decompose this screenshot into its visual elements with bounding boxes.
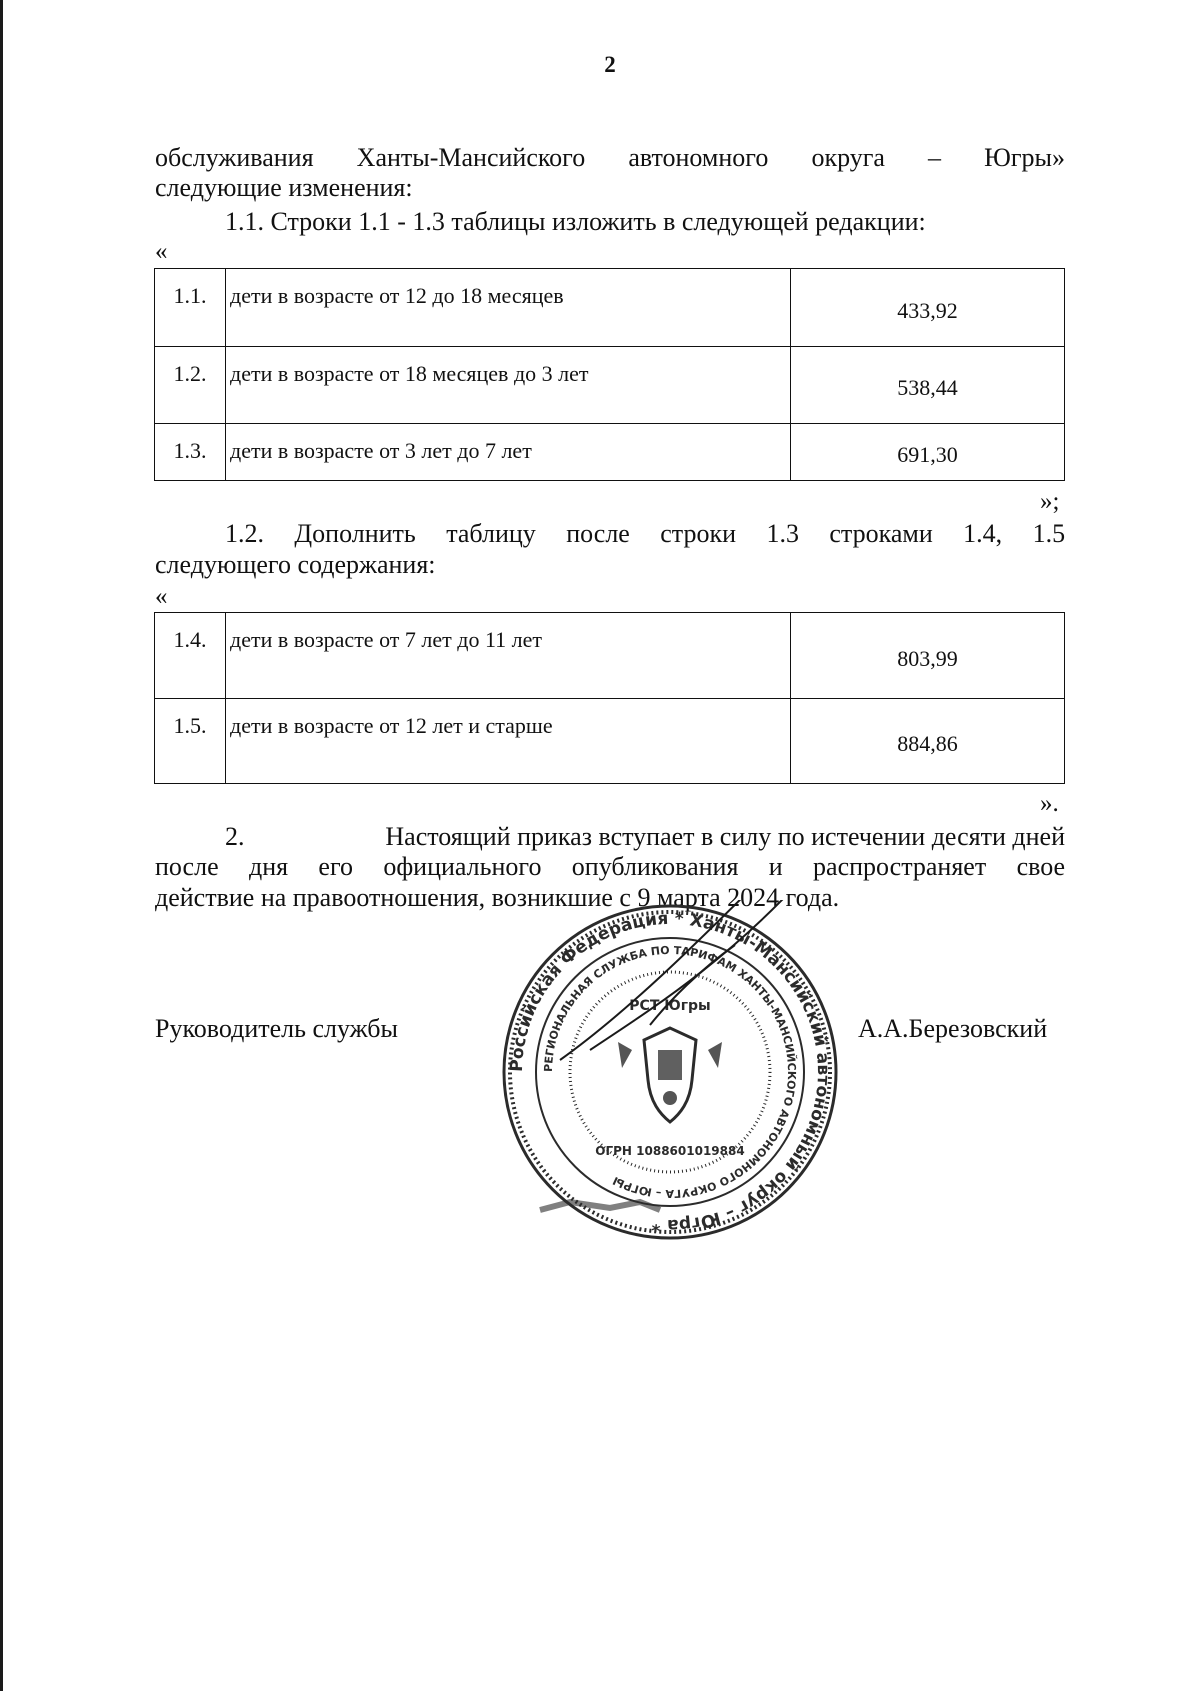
word: 1.3 (766, 519, 799, 548)
word: распространяет (813, 852, 987, 881)
word: и (768, 852, 783, 881)
word: после (566, 519, 630, 548)
row-description: дети в возрасте от 12 лет и старше (226, 699, 791, 784)
word: свое (1016, 852, 1066, 881)
intro-line-1 (155, 143, 1065, 172)
row-description: дети в возрасте от 12 до 18 месяцев (226, 269, 791, 347)
table-row (155, 424, 1065, 481)
item-2-line-1 (155, 822, 1065, 851)
word: округа – Югры» (811, 143, 1066, 172)
stamp-outer-text: Российская Федерация * Ханты-Мансийский автономный округ – Югра * (506, 908, 834, 1236)
word: 1.5 (1032, 519, 1066, 548)
word: обслуживания (155, 143, 314, 172)
stamp-ogrn: ОГРН 1088601019884 (595, 1144, 745, 1158)
quote-close-1: »; (1040, 488, 1060, 515)
word: Ханты-Мансийского (356, 143, 586, 172)
word: автономного (628, 143, 769, 172)
official-stamp (500, 900, 840, 1245)
row-number: 1.3. (155, 424, 226, 481)
item-1-1-text: 1.1. Строки 1.1 - 1.3 таблицы изложить в следующей редакции: (225, 207, 926, 236)
quote-close-2: ». (1040, 790, 1059, 817)
tariff-table-1 (154, 268, 1065, 481)
item-2-line-3: действие на правоотношения, возникшие с 9 марта 2024 года. (155, 883, 840, 912)
item-1-2-line-2: следующего содержания: (155, 550, 436, 579)
item-number: 2. (225, 822, 245, 851)
tariff-table-2 (154, 612, 1065, 784)
word: после (155, 852, 219, 881)
signature-position: Руководитель службы (155, 1014, 398, 1043)
word: Дополнить (294, 519, 416, 548)
word: строки (660, 519, 737, 548)
page-number: 2 (604, 52, 616, 77)
word: 1.2. (225, 519, 264, 548)
table-row (155, 699, 1065, 784)
quote-open-1: « (155, 238, 168, 265)
row-number: 1.2. (155, 347, 226, 424)
word: таблицу (446, 519, 536, 548)
quote-open-2: « (155, 583, 168, 610)
row-value: 691,30 (791, 424, 1065, 481)
row-number: 1.4. (155, 613, 226, 699)
row-value: 803,99 (791, 613, 1065, 699)
table-row (155, 613, 1065, 699)
item-1-2-line-1 (155, 519, 1065, 548)
stamp-emblem (618, 1028, 722, 1122)
scan-edge (0, 0, 3, 1691)
word: опубликования (571, 852, 739, 881)
word: строками (829, 519, 933, 548)
row-number: 1.5. (155, 699, 226, 784)
stamp-inner-text: РЕГИОНАЛЬНАЯ СЛУЖБА ПО ТАРИФАМ ХАНТЫ-МАНСИЙСКОГО АВТОНОМНОГО ОКРУГА – ЮГРЫ (541, 943, 799, 1201)
row-value: 433,92 (791, 269, 1065, 347)
item-text: Настоящий приказ вступает в силу по истечении десяти дней (385, 822, 1065, 851)
word: 1.4, (963, 519, 1003, 548)
word: его (318, 852, 353, 881)
signature-name: А.А.Березовский (858, 1014, 1048, 1043)
stamp-center-top: РСТ Югры (629, 998, 711, 1014)
row-value: 538,44 (791, 347, 1065, 424)
row-number: 1.1. (155, 269, 226, 347)
word: официального (383, 852, 542, 881)
row-description: дети в возрасте от 3 лет до 7 лет (226, 424, 791, 481)
row-description: дети в возрасте от 18 месяцев до 3 лет (226, 347, 791, 424)
row-value: 884,86 (791, 699, 1065, 784)
word: дня (248, 852, 289, 881)
item-2-line-2 (155, 852, 1065, 881)
row-description: дети в возрасте от 7 лет до 11 лет (226, 613, 791, 699)
intro-line-2: следующие изменения: (155, 173, 413, 202)
table-row (155, 347, 1065, 424)
table-row (155, 269, 1065, 347)
